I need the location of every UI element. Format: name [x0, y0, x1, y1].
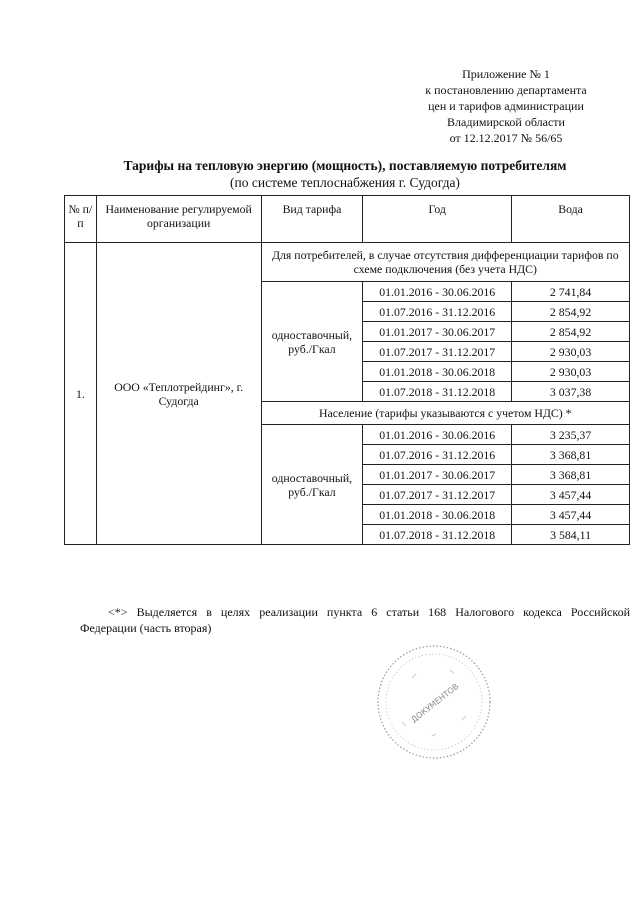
header-value: Вода [512, 196, 630, 243]
header-num: № п/п [65, 196, 97, 243]
tariff-type: одноставочный, руб./Гкал [261, 282, 363, 402]
period-cell: 01.01.2018 - 30.06.2018 [363, 505, 512, 525]
value-cell: 2 930,03 [512, 362, 630, 382]
period-cell: 01.07.2018 - 31.12.2018 [363, 382, 512, 402]
header-year: Год [363, 196, 512, 243]
appendix-line: цен и тарифов администрации [428, 99, 584, 113]
appendix-line: от 12.12.2017 № 56/65 [449, 131, 563, 145]
period-cell: 01.07.2016 - 31.12.2016 [363, 302, 512, 322]
appendix-line: к постановлению департамента [425, 83, 587, 97]
title-main: Тарифы на тепловую энергию (мощность), поставляемую потребителям [123, 158, 567, 173]
value-cell: 2 854,92 [512, 302, 630, 322]
value-cell: 2 741,84 [512, 282, 630, 302]
value-cell: 3 037,38 [512, 382, 630, 402]
stamp-text: ДОКУМЕНТОВ [409, 681, 461, 725]
value-cell: 3 457,44 [512, 485, 630, 505]
organization-name: ООО «Теплотрейдинг», г. Судогда [96, 243, 261, 545]
period-cell: 01.01.2017 - 30.06.2017 [363, 465, 512, 485]
section-heading-row [65, 243, 630, 282]
footnote-line: <*> Выделяется в целях реализации пункта 6 статьи 168 Налогового кодекса Российской [108, 605, 630, 619]
value-cell: 2 930,03 [512, 342, 630, 362]
value-cell: 3 368,81 [512, 465, 630, 485]
footnote [80, 604, 630, 636]
value-cell: 2 854,92 [512, 322, 630, 342]
appendix-line: Приложение № 1 [462, 67, 550, 81]
appendix-block [406, 66, 606, 146]
footnote-line: Федерации (часть вторая) [80, 621, 212, 635]
appendix-line: Владимирской области [447, 115, 565, 129]
period-cell: 01.01.2017 - 30.06.2017 [363, 322, 512, 342]
value-cell: 3 457,44 [512, 505, 630, 525]
value-cell: 3 584,11 [512, 525, 630, 545]
period-cell: 01.01.2016 - 30.06.2016 [363, 425, 512, 445]
period-cell: 01.07.2017 - 31.12.2017 [363, 485, 512, 505]
header-type: Вид тарифа [261, 196, 363, 243]
header-org: Наименование регулируемой организации [96, 196, 261, 243]
value-cell: 3 368,81 [512, 445, 630, 465]
title-sub: (по системе теплоснабжения г. Судогда) [230, 175, 460, 190]
period-cell: 01.01.2016 - 30.06.2016 [363, 282, 512, 302]
period-cell: 01.01.2018 - 30.06.2018 [363, 362, 512, 382]
tariff-type: одноставочный, руб./Гкал [261, 425, 363, 545]
period-cell: 01.07.2017 - 31.12.2017 [363, 342, 512, 362]
tariff-table [64, 195, 630, 545]
document-title [60, 157, 630, 191]
value-cell: 3 235,37 [512, 425, 630, 445]
stamp-seal [372, 640, 497, 765]
section-heading: Население (тарифы указываются с учетом НДС) * [261, 402, 629, 425]
section-heading: Для потребителей, в случае отсутствия дифференциации тарифов по схеме подключения (без учета НДС) [261, 243, 629, 282]
period-cell: 01.07.2016 - 31.12.2016 [363, 445, 512, 465]
header-row [65, 196, 630, 243]
row-number: 1. [65, 243, 97, 545]
period-cell: 01.07.2018 - 31.12.2018 [363, 525, 512, 545]
